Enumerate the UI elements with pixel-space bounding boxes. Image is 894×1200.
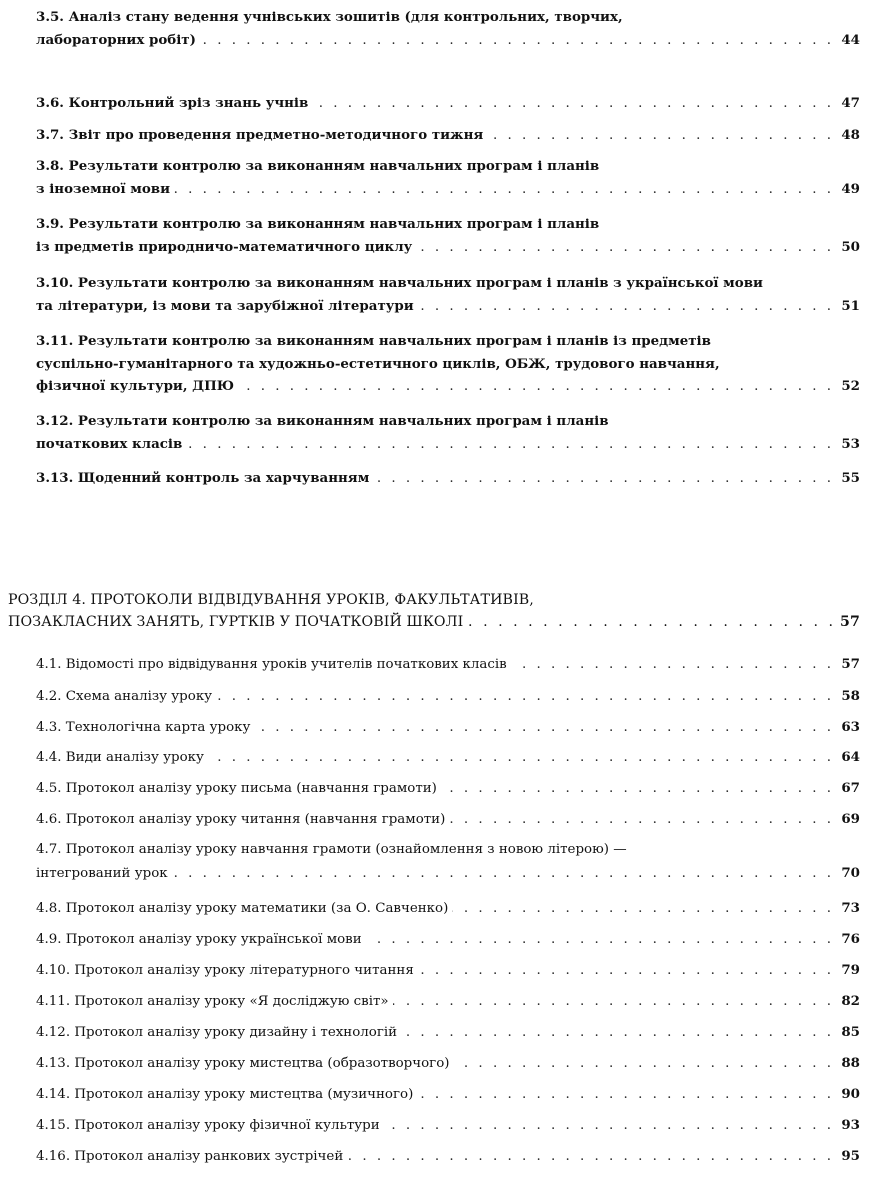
page-number: 64 [841,749,860,765]
toc-entry-text-line: суспільно-гуманітарного та художньо-естетичного циклів, ОБЖ, трудового навчання, [36,355,720,372]
leader-dots [487,125,834,148]
toc-entry-title: 4.13. Протокол аналізу уроку мистецтва (образотворчого) [36,1056,450,1071]
page-number: 82 [841,993,860,1009]
toc-entry[interactable] [36,92,860,116]
page-number: 53 [841,435,860,452]
page-number: 73 [841,900,860,916]
leader-dots [452,898,834,921]
section-4-title-line-1: РОЗДІЛ 4. ПРОТОКОЛИ ВІДВІДУВАННЯ УРОКІВ, ФАКУЛЬТАТИВІВ, [8,592,534,608]
toc-entry[interactable] [36,330,860,399]
leader-dots [449,809,834,832]
toc-entry[interactable] [36,777,860,801]
toc-entry-text-line: 4.7. Протокол аналізу уроку навчання грамоти (ознайомлення з новою літерою) — [36,842,627,857]
page-number: 49 [841,180,860,197]
toc-entry[interactable] [36,1145,860,1169]
page-number: 57 [841,656,860,672]
leader-dots [511,654,834,677]
toc-entry-title: 4.1. Відомості про відвідування уроків учителів початкових класів [36,657,507,672]
toc-entry-title: лабораторних робіт) [36,31,196,48]
toc-entry-text-line: 3.5. Аналіз стану ведення учнівських зошитів (для контрольних, творчих, [36,9,623,25]
toc-entry-title: та літератури, із мови та зарубіжної літератури [36,297,414,314]
page-number: 44 [841,31,860,48]
toc-entry-title: 4.8. Протокол аналізу уроку математики (за О. Савченко) [36,901,449,916]
page-number: 88 [841,1055,860,1071]
toc-entry-title: 4.9. Протокол аналізу уроку української мови [36,932,362,947]
toc-entry-title: 4.2. Схема аналізу уроку [36,689,213,704]
toc-entry-text-line: 3.10. Результати контролю за виконанням навчальних програм і планів з української мови [36,275,763,291]
toc-entry[interactable] [36,716,860,740]
toc-entry-title: 3.7. Звіт про проведення предметно-методичного тижня [36,127,484,143]
page-number: 85 [841,1024,860,1040]
leader-dots [172,863,834,886]
toc-entry-title: 4.6. Протокол аналізу уроку читання (навчання грамоти) [36,812,446,827]
toc-entry-title: з іноземної мови [36,180,171,197]
toc-entry-title: 4.10. Протокол аналізу уроку літературного читання [36,963,414,978]
page-number: 93 [841,1117,860,1133]
toc-entry[interactable] [36,1114,860,1138]
page-number: 48 [841,127,860,143]
leader-dots [366,929,834,952]
toc-entry[interactable] [36,1083,860,1107]
page-number: 57 [840,614,860,630]
toc-entry-text-line: 3.12. Результати контролю за виконанням навчальних програм і планів [36,413,609,429]
leader-dots [373,468,834,491]
toc-entry-title: 4.11. Протокол аналізу уроку «Я досліджую світ» [36,994,389,1009]
toc-entry[interactable] [36,272,860,318]
toc-entry[interactable] [36,213,860,259]
toc-entry-title: фізичної культури, ДПЮ [36,378,234,394]
leader-dots [174,179,834,202]
toc-entry-title: 4.12. Протокол аналізу уроку дизайну і технологій [36,1025,398,1040]
toc-entry[interactable] [36,839,860,885]
toc-entry-title: інтегрований урок [36,865,168,881]
page-number: 95 [841,1148,860,1164]
page-number: 58 [841,688,860,704]
toc-entry[interactable] [36,959,860,983]
page-number: 55 [841,470,860,486]
section-4-heading[interactable] [8,589,860,633]
leader-dots [312,93,834,116]
leader-dots [441,778,834,801]
toc-entry[interactable] [36,1021,860,1045]
toc-entry-title: із предметів природничо-математичного циклу [36,238,413,255]
page-number: 50 [841,238,860,255]
leader-dots [393,991,834,1014]
toc-entry-text-line: 3.8. Результати контролю за виконанням навчальних програм і планів [36,158,600,174]
leader-dots [200,30,834,53]
page-number: 52 [841,378,860,394]
leader-dots [416,237,834,260]
toc-entry-title: 3.13. Щоденний контроль за харчуванням [36,470,370,486]
page-number: 47 [841,95,860,111]
toc-entry-title: 4.16. Протокол аналізу ранкових зустрічей [36,1149,344,1164]
toc-entry-title: 4.15. Протокол аналізу уроку фізичної культури [36,1118,380,1133]
toc-entry-text-line: 3.9. Результати контролю за виконанням навчальних програм і планів [36,216,600,232]
leader-dots [384,1115,834,1138]
page-number: 70 [841,864,860,881]
toc-entry[interactable] [36,808,860,832]
page-number: 67 [841,780,860,796]
toc-entry[interactable] [36,155,860,201]
toc-entry-title: 3.6. Контрольний зріз знань учнів [36,95,309,111]
toc-entry[interactable] [36,410,860,456]
toc-entry-title: 4.4. Види аналізу уроку [36,750,204,765]
toc-entry[interactable] [36,746,860,770]
leader-dots [186,434,834,457]
page-number: 69 [841,811,860,827]
leader-dots [467,611,836,633]
leader-dots [208,747,834,770]
leader-dots [238,376,834,399]
leader-dots [401,1022,834,1045]
toc-entry[interactable] [36,928,860,952]
toc-entry-title: 4.3. Технологічна карта уроку [36,720,251,735]
toc-entry-title: 4.5. Протокол аналізу уроку письма (навчання грамоти) [36,781,437,796]
page-number: 79 [841,962,860,978]
page-number: 51 [841,297,860,314]
toc-entry[interactable] [36,685,860,709]
page-number: 90 [841,1086,860,1102]
leader-dots [254,717,834,740]
leader-dots [216,686,834,709]
leader-dots [347,1146,834,1169]
toc-entry[interactable] [36,467,860,491]
leader-dots [418,296,834,319]
page-number: 76 [841,931,860,947]
toc-entry-title: початкових класів [36,435,183,452]
leader-dots [417,1084,834,1107]
toc-entry-title: 4.14. Протокол аналізу уроку мистецтва (музичного) [36,1087,414,1102]
toc-entry[interactable] [36,6,860,52]
toc-entry[interactable] [36,990,860,1014]
toc-entry[interactable] [36,124,860,148]
leader-dots [418,960,834,983]
toc-entry-text-line: 3.11. Результати контролю за виконанням навчальних програм і планів із предметів [36,333,711,349]
toc-entry[interactable] [36,653,860,677]
page-number: 63 [841,719,860,735]
leader-dots [453,1053,834,1076]
toc-entry[interactable] [36,897,860,921]
section-4-title-line-2: ПОЗАКЛАСНИХ ЗАНЯТЬ, ГУРТКІВ У ПОЧАТКОВІЙ ШКОЛІ [8,614,464,630]
toc-entry[interactable] [36,1052,860,1076]
